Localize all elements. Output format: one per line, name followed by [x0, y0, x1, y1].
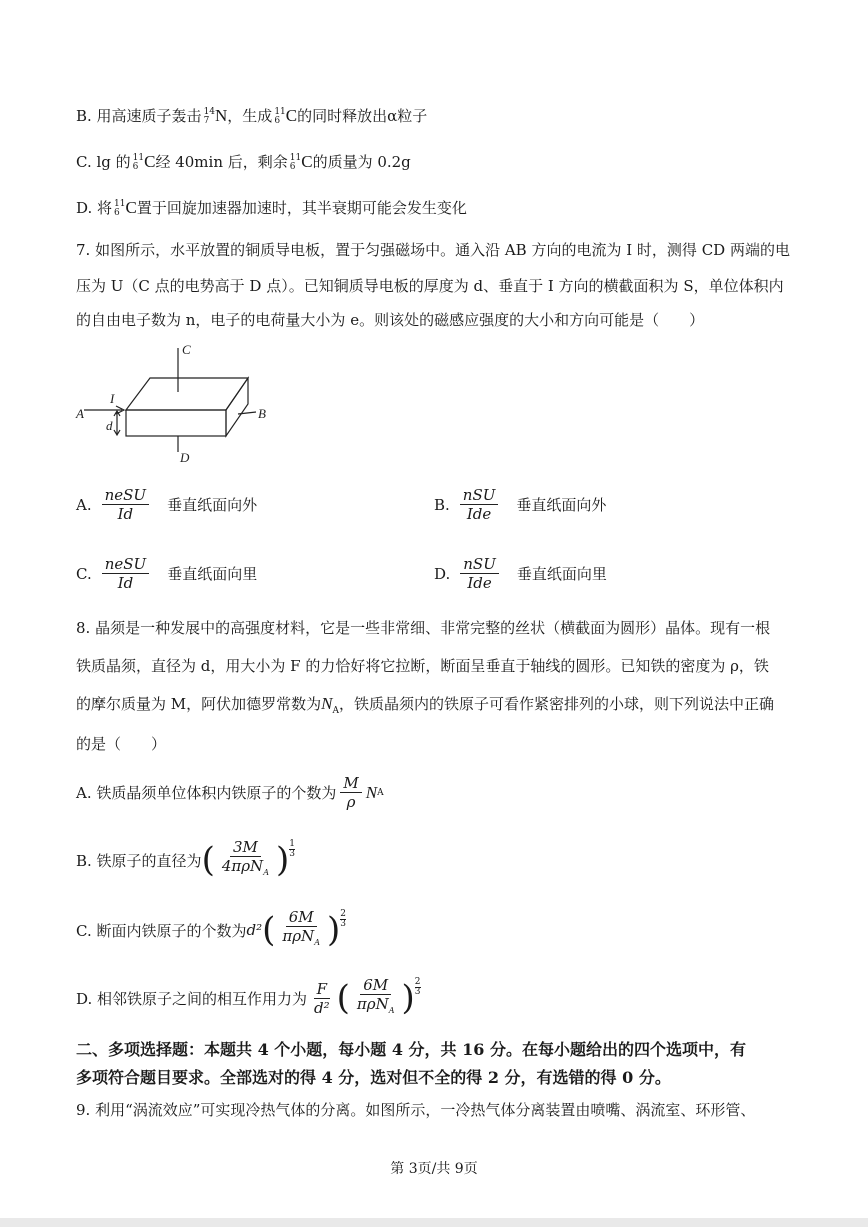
text: B. 用高速质子轰击	[76, 107, 202, 125]
q8-option-c[interactable]	[76, 908, 346, 952]
q7-line2: 压为 U（C 点的电势高于 D 点）。已知铜质导电板的厚度为 d、垂直于 I 方向的横截面积为 S，单位体积内	[76, 277, 784, 295]
label-c: C	[182, 342, 191, 357]
text: 的同时释放出α粒子	[297, 107, 428, 125]
fraction: $\frac{\text{nSU}}{\text{Ide}}$	[460, 486, 499, 523]
section2-line1: 二、多项选择题：本题共 4 个小题，每小题 4 分，共 16 分。在每小题给出的四个选项中，有	[76, 1040, 746, 1059]
fraction: $\frac{M}{\rho}$	[340, 774, 361, 811]
symbol: N	[215, 106, 228, 125]
symbol: N	[321, 694, 333, 713]
paren: )	[401, 978, 415, 1018]
fraction: $\frac{\text{nSU}}{\text{Ide}}$	[460, 555, 499, 592]
option-tag: C.	[76, 564, 92, 583]
option-c-line	[76, 152, 411, 172]
label-a: A	[76, 406, 84, 421]
option-desc: 垂直纸面向外	[516, 496, 607, 514]
symbol: C	[301, 152, 313, 171]
text: 置于回旋加速器加速时，其半衰期可能会发生变化	[136, 199, 467, 217]
fraction: $\frac{3M}{4\pi\rho N_A}$	[221, 838, 269, 877]
label-d: D	[180, 450, 190, 465]
text: 的质量为 0.2g	[312, 153, 411, 171]
option-text: B. 铁原子的直径为	[76, 851, 202, 870]
text: C. lg 的	[76, 153, 131, 171]
option-d-line	[76, 198, 467, 218]
label-b: B	[258, 406, 266, 421]
fraction: $\frac{F}{\text{d²}}$	[314, 979, 330, 1017]
option-tag: D.	[434, 564, 451, 583]
option-tag: B.	[434, 495, 450, 514]
q8-option-b[interactable]	[76, 838, 295, 882]
q7-option-b[interactable]	[434, 486, 606, 523]
option-tag: A.	[76, 495, 92, 514]
option-b-line	[76, 106, 427, 126]
isotope-c2: 11 6	[289, 153, 302, 172]
paren: (	[201, 840, 215, 880]
fraction: $\frac{\text{neSU}}{Id}$	[102, 555, 149, 592]
paren: )	[275, 840, 290, 880]
fraction: $\frac{6M}{\pi\rho N_A}$	[282, 908, 320, 947]
option-desc: 垂直纸面向里	[167, 565, 258, 583]
exponent: 1 3	[289, 838, 295, 859]
section2-line2: 多项符合题目要求。全部选对的得 4 分，选对但不全的得 2 分，有选错的得 0 分。	[76, 1068, 671, 1087]
symbol: d²	[246, 921, 263, 939]
text: ，铁质晶须内的铁原子可看作紧密排列的小球，则下列说法中正确	[338, 695, 774, 713]
label-thickness: d	[106, 418, 113, 433]
option-desc: 垂直纸面向里	[516, 565, 607, 583]
q7-line3: 的自由电子数为 n，电子的电荷量大小为 e。则该处的磁感应强度的大小和方向可能是（ ）	[76, 311, 705, 329]
q8-option-a[interactable]	[76, 774, 384, 811]
isotope-n: 14 7	[203, 107, 216, 126]
q8-line3	[76, 694, 774, 721]
isotope-c: 11 6	[132, 153, 145, 172]
subscript: A	[377, 787, 384, 798]
exponent: 2 3	[414, 976, 421, 997]
bottom-bar	[0, 1218, 868, 1227]
symbol: C	[125, 198, 137, 217]
q8-line2: 铁质晶须，直径为 d，用大小为 F 的力恰好将它拉断，断面呈垂直于轴线的圆形。已知铁的密度为 ρ，铁	[76, 657, 769, 675]
option-desc: 垂直纸面向外	[167, 496, 258, 514]
exponent: 2 3	[340, 908, 346, 929]
q7-option-a[interactable]	[76, 486, 257, 523]
q8-line1: 8. 晶须是一种发展中的高强度材料，它是一些非常细、非常完整的丝状（横截面为圆形）晶体。现有一根	[76, 619, 771, 637]
q9-line1: 9. 利用“涡流效应”可实现冷热气体的分离。如图所示，一冷热气体分离装置由喷嘴、涡流室、环形管、	[76, 1101, 756, 1119]
label-i: I	[110, 391, 115, 406]
fraction: $\frac{\text{neSU}}{Id}$	[102, 486, 149, 523]
q7-line1: 7. 如图所示，水平放置的铜质导电板，置于匀强磁场中。通入沿 AB 方向的电流为 I 时，测得 CD 两端的电	[76, 241, 790, 259]
text: 经 40min 后，剩余	[155, 153, 288, 171]
symbol: C	[144, 152, 156, 171]
q8-option-d[interactable]	[76, 976, 421, 1020]
option-text: A. 铁质晶须单位体积内铁原子的个数为	[76, 784, 337, 802]
fraction: $\frac{6M}{\pi\rho N_A}$	[356, 976, 395, 1015]
q7-option-d[interactable]	[434, 555, 607, 592]
conductor-plate-figure	[70, 340, 290, 470]
subscript: A	[332, 706, 339, 716]
isotope-c: 11 6	[274, 107, 286, 126]
isotope-c: 11 6	[114, 199, 126, 218]
text: D. 将	[76, 199, 113, 217]
option-text: C. 断面内铁原子的个数为	[76, 921, 247, 940]
q8-line4: 的是（ ）	[76, 735, 167, 753]
paren: (	[262, 910, 276, 950]
symbol: N	[365, 782, 378, 802]
option-text: D. 相邻铁原子之间的相互作用力为	[76, 989, 308, 1008]
q7-option-c[interactable]	[76, 555, 257, 592]
text: 的摩尔质量为 M，阿伏加德罗常数为	[76, 695, 322, 713]
page-footer: 第 3页/共 9页	[390, 1161, 478, 1177]
paren: )	[326, 910, 341, 950]
text: ，生成	[227, 107, 273, 125]
paren: (	[336, 978, 350, 1018]
symbol: C	[285, 106, 298, 125]
